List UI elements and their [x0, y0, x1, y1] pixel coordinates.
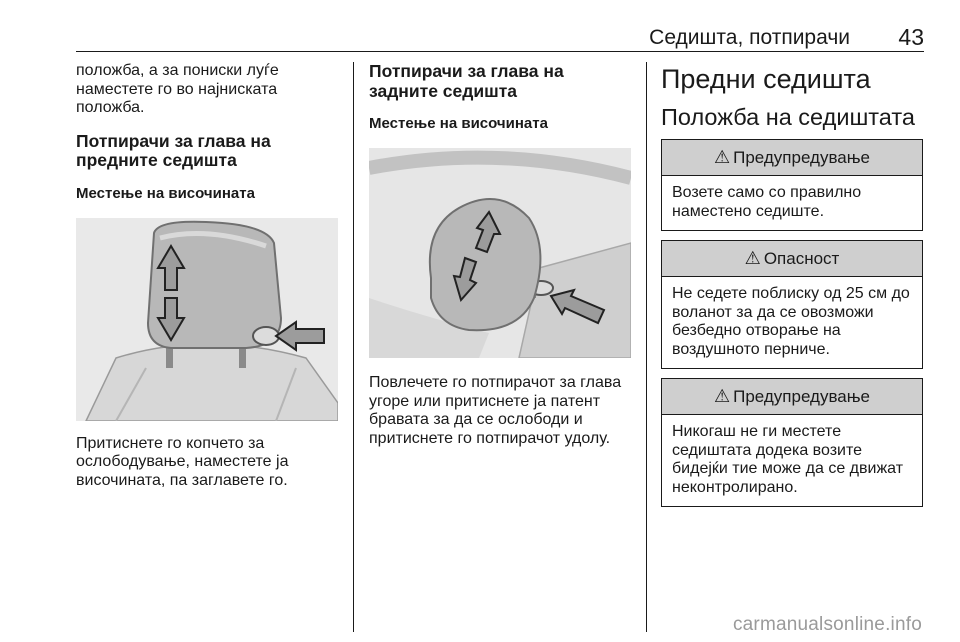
- column-right: [661, 64, 923, 507]
- danger-box: [661, 240, 923, 369]
- warning-label: Предупредување: [733, 386, 871, 406]
- warning-triangle-icon: ⚠: [713, 386, 731, 406]
- warning-label: Предупредување: [733, 147, 871, 167]
- subtitle-seat-position: Положба на седиштата: [661, 104, 915, 130]
- warning-box: [661, 378, 923, 507]
- warning-header: [662, 379, 922, 415]
- column-divider: [353, 62, 354, 632]
- paragraph: положба, а за пониски луѓе наместете го во најниската положба.: [76, 62, 279, 116]
- column-divider: [646, 62, 647, 632]
- subheading-height-adjust-rear: Местење на височината: [369, 115, 548, 132]
- heading-front-headrests: Потпирачи за глава на предните седишта: [76, 130, 271, 170]
- header-rule: [76, 51, 924, 52]
- warning-text: Возете само со правилно наместено седиште.: [672, 184, 862, 220]
- warning-header: [662, 140, 922, 176]
- rear-headrest-illustration: [369, 148, 631, 358]
- section-title: Седишта, потпирачи: [649, 26, 850, 49]
- title-front-seats: Предни седишта: [661, 64, 871, 94]
- danger-text: Не седете поблиску од 25 см до воланот за да се овозможи безбедно отворање на воздушното перниче.: [672, 285, 910, 358]
- heading-rear-headrests: Потпирачи за глава на задните седишта: [369, 61, 564, 101]
- warning-text: Никогаш не ги местете седиштата додека возите бидејќи тие може да се движат неконтролирано.: [672, 423, 904, 496]
- warning-triangle-icon: ⚠: [744, 248, 761, 268]
- caption-front: Притиснете го копчето за ослободување, наместете ја височината, па заглавете го.: [76, 434, 289, 489]
- column-middle: [369, 62, 631, 448]
- watermark: carmanualsonline.info: [732, 614, 922, 635]
- page-number: 43: [898, 24, 924, 50]
- danger-label: Опасност: [763, 248, 840, 268]
- column-left: [76, 62, 338, 490]
- warning-box: [661, 139, 923, 231]
- front-headrest-illustration: [76, 218, 338, 421]
- caption-rear: Повлечете го потпирачот за глава угоре или притиснете ја патент бравата за да се ослободи и притиснете го потпирачот удолу.: [369, 374, 622, 447]
- front-headrest-drawing: [76, 218, 338, 421]
- subheading-height-adjust: Местење на височината: [76, 184, 255, 202]
- danger-header: [662, 241, 922, 277]
- warning-triangle-icon: ⚠: [713, 147, 731, 167]
- rear-headrest-drawing: [369, 148, 631, 358]
